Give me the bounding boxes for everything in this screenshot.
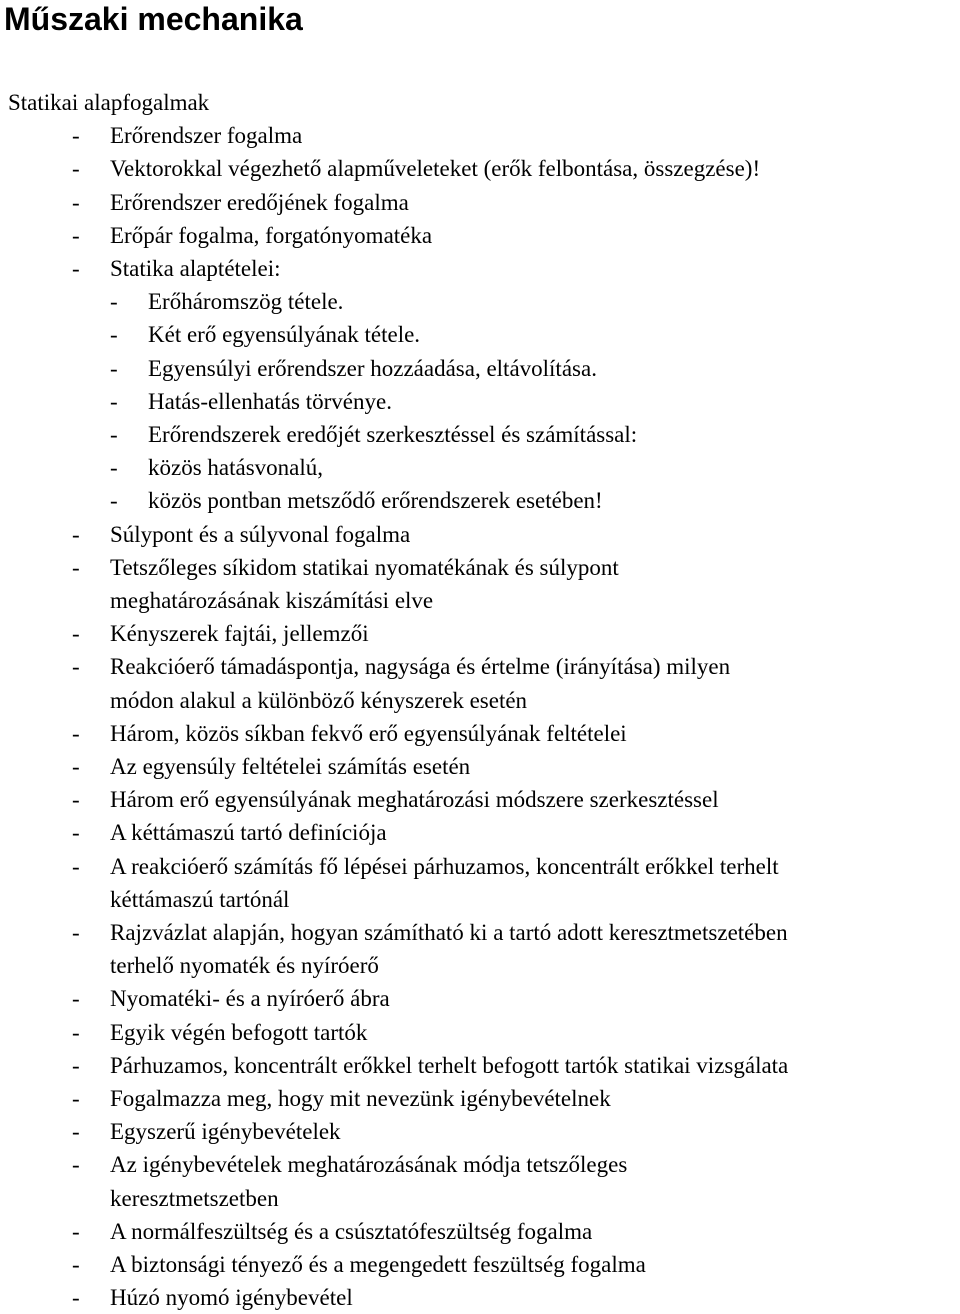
list-item-text: A kéttámaszú tartó definíciója [110,820,387,846]
list-item-text: Erőpár fogalma, forgatónyomatéka [110,222,433,248]
list-item-text: Tetszőleges síkidom statikai nyomatékának és súlypont [110,554,619,580]
section-heading: Statikai alapfogalmak [8,90,210,115]
list-item-text: Erőrendszer fogalma [110,123,303,149]
list-item-dash: - [72,654,80,680]
list-item-dash: - [72,621,80,647]
list-item-dash: - [72,986,80,1012]
list-item-dash: - [72,1218,80,1244]
list-item-dash: - [110,455,118,481]
list-item-dash: - [72,156,80,182]
list-item-dash: - [110,422,118,447]
list-item-text: kéttámaszú tartónál [110,886,290,912]
list-item-dash: - [72,554,80,580]
list-item-text: Kényszerek fajtái, jellemzői [110,621,369,647]
page-title: Műszaki mechanika [4,1,303,37]
list-item-text: Húzó nyomó igénybevétel [110,1285,353,1311]
list-item-text: A normálfeszültség és a csúsztatófeszültség fogalma [110,1218,593,1244]
list-item-text: közös pontban metsződő erőrendszerek esetében! [148,488,603,514]
list-item-text: terhelő nyomaték és nyíróerő [110,953,379,979]
list-item-text: Vektorokkal végezhető alapműveleteket (erők felbontása, összegzése)! [110,156,761,182]
list-item-dash: - [72,189,80,215]
list-item-dash: - [110,289,118,315]
list-item-text: Egyik végén befogott tartók [110,1019,368,1045]
list-item-dash: - [72,521,80,547]
list-item-text: módon alakul a különböző kényszerek esetén [110,687,528,713]
list-item-text: Az egyensúly feltételei számítás esetén [110,754,471,779]
list-item-text: Hatás-ellenhatás törvénye. [148,388,392,414]
list-item-dash: - [72,1019,80,1045]
list-item-dash: - [110,355,118,381]
list-item-dash: - [72,754,80,779]
list-item-text: A reakcióerő számítás fő lépései párhuzamos, koncentrált erőkkel terhelt [110,853,779,879]
list-item-dash: - [72,123,80,149]
list-item-dash: - [72,853,80,879]
list-item-text: közös hatásvonalú, [148,455,324,481]
list-item-text: Két erő egyensúlyának tétele. [148,322,421,348]
list-item-text: Nyomatéki- és a nyíróerő ábra [110,986,390,1012]
list-item-dash: - [110,488,118,514]
list-item-text: Három erő egyensúlyának meghatározási módszere szerkesztéssel [110,787,719,813]
list-item-dash: - [72,1285,80,1311]
list-item-dash: - [72,820,80,846]
list-item-text: Erőrendszer eredőjének fogalma [110,189,409,215]
list-item-dash: - [72,1086,80,1111]
list-item-dash: - [72,720,80,746]
list-item-dash: - [72,1119,80,1145]
list-item-dash: - [72,256,80,281]
list-item-dash: - [110,322,118,348]
list-item-text: Fogalmazza meg, hogy mit nevezünk igénybevételnek [110,1086,611,1111]
list-item-dash: - [110,388,118,414]
list-item-text: Reakcióerő támadáspontja, nagysága és értelme (irányítása) milyen [110,654,731,680]
list-item-dash: - [72,787,80,813]
list-item-text: Statika alaptételei: [110,256,281,281]
list-item-text: keresztmetszetben [110,1185,279,1211]
list-item-dash: - [72,1252,80,1277]
list-item-dash: - [72,1052,80,1078]
list-item-text: Súlypont és a súlyvonal fogalma [110,521,411,547]
list-item-text: Egyensúlyi erőrendszer hozzáadása, eltávolítása. [148,355,597,381]
list-item-dash: - [72,920,80,945]
list-item-dash: - [72,1152,80,1178]
list-item-text: Párhuzamos, koncentrált erőkkel terhelt befogott tartók statikai vizsgálata [110,1052,789,1078]
list-item-text: Három, közös síkban fekvő erő egyensúlyának feltételei [110,720,627,746]
list-item-text: A biztonsági tényező és a megengedett feszültség fogalma [110,1252,646,1277]
list-item-text: meghatározásának kiszámítási elve [110,588,434,613]
list-item-dash: - [72,222,80,248]
list-item-text: Erőháromszög tétele. [148,289,344,315]
list-item-text: Egyszerű igénybevételek [110,1119,341,1145]
list-item-text: Az igénybevételek meghatározásának módja tetszőleges [110,1152,628,1178]
list-item-text: Rajzvázlat alapján, hogyan számítható ki a tartó adott keresztmetszetében [110,920,788,945]
list-item-text: Erőrendszerek eredőjét szerkesztéssel és számítással: [148,422,638,447]
